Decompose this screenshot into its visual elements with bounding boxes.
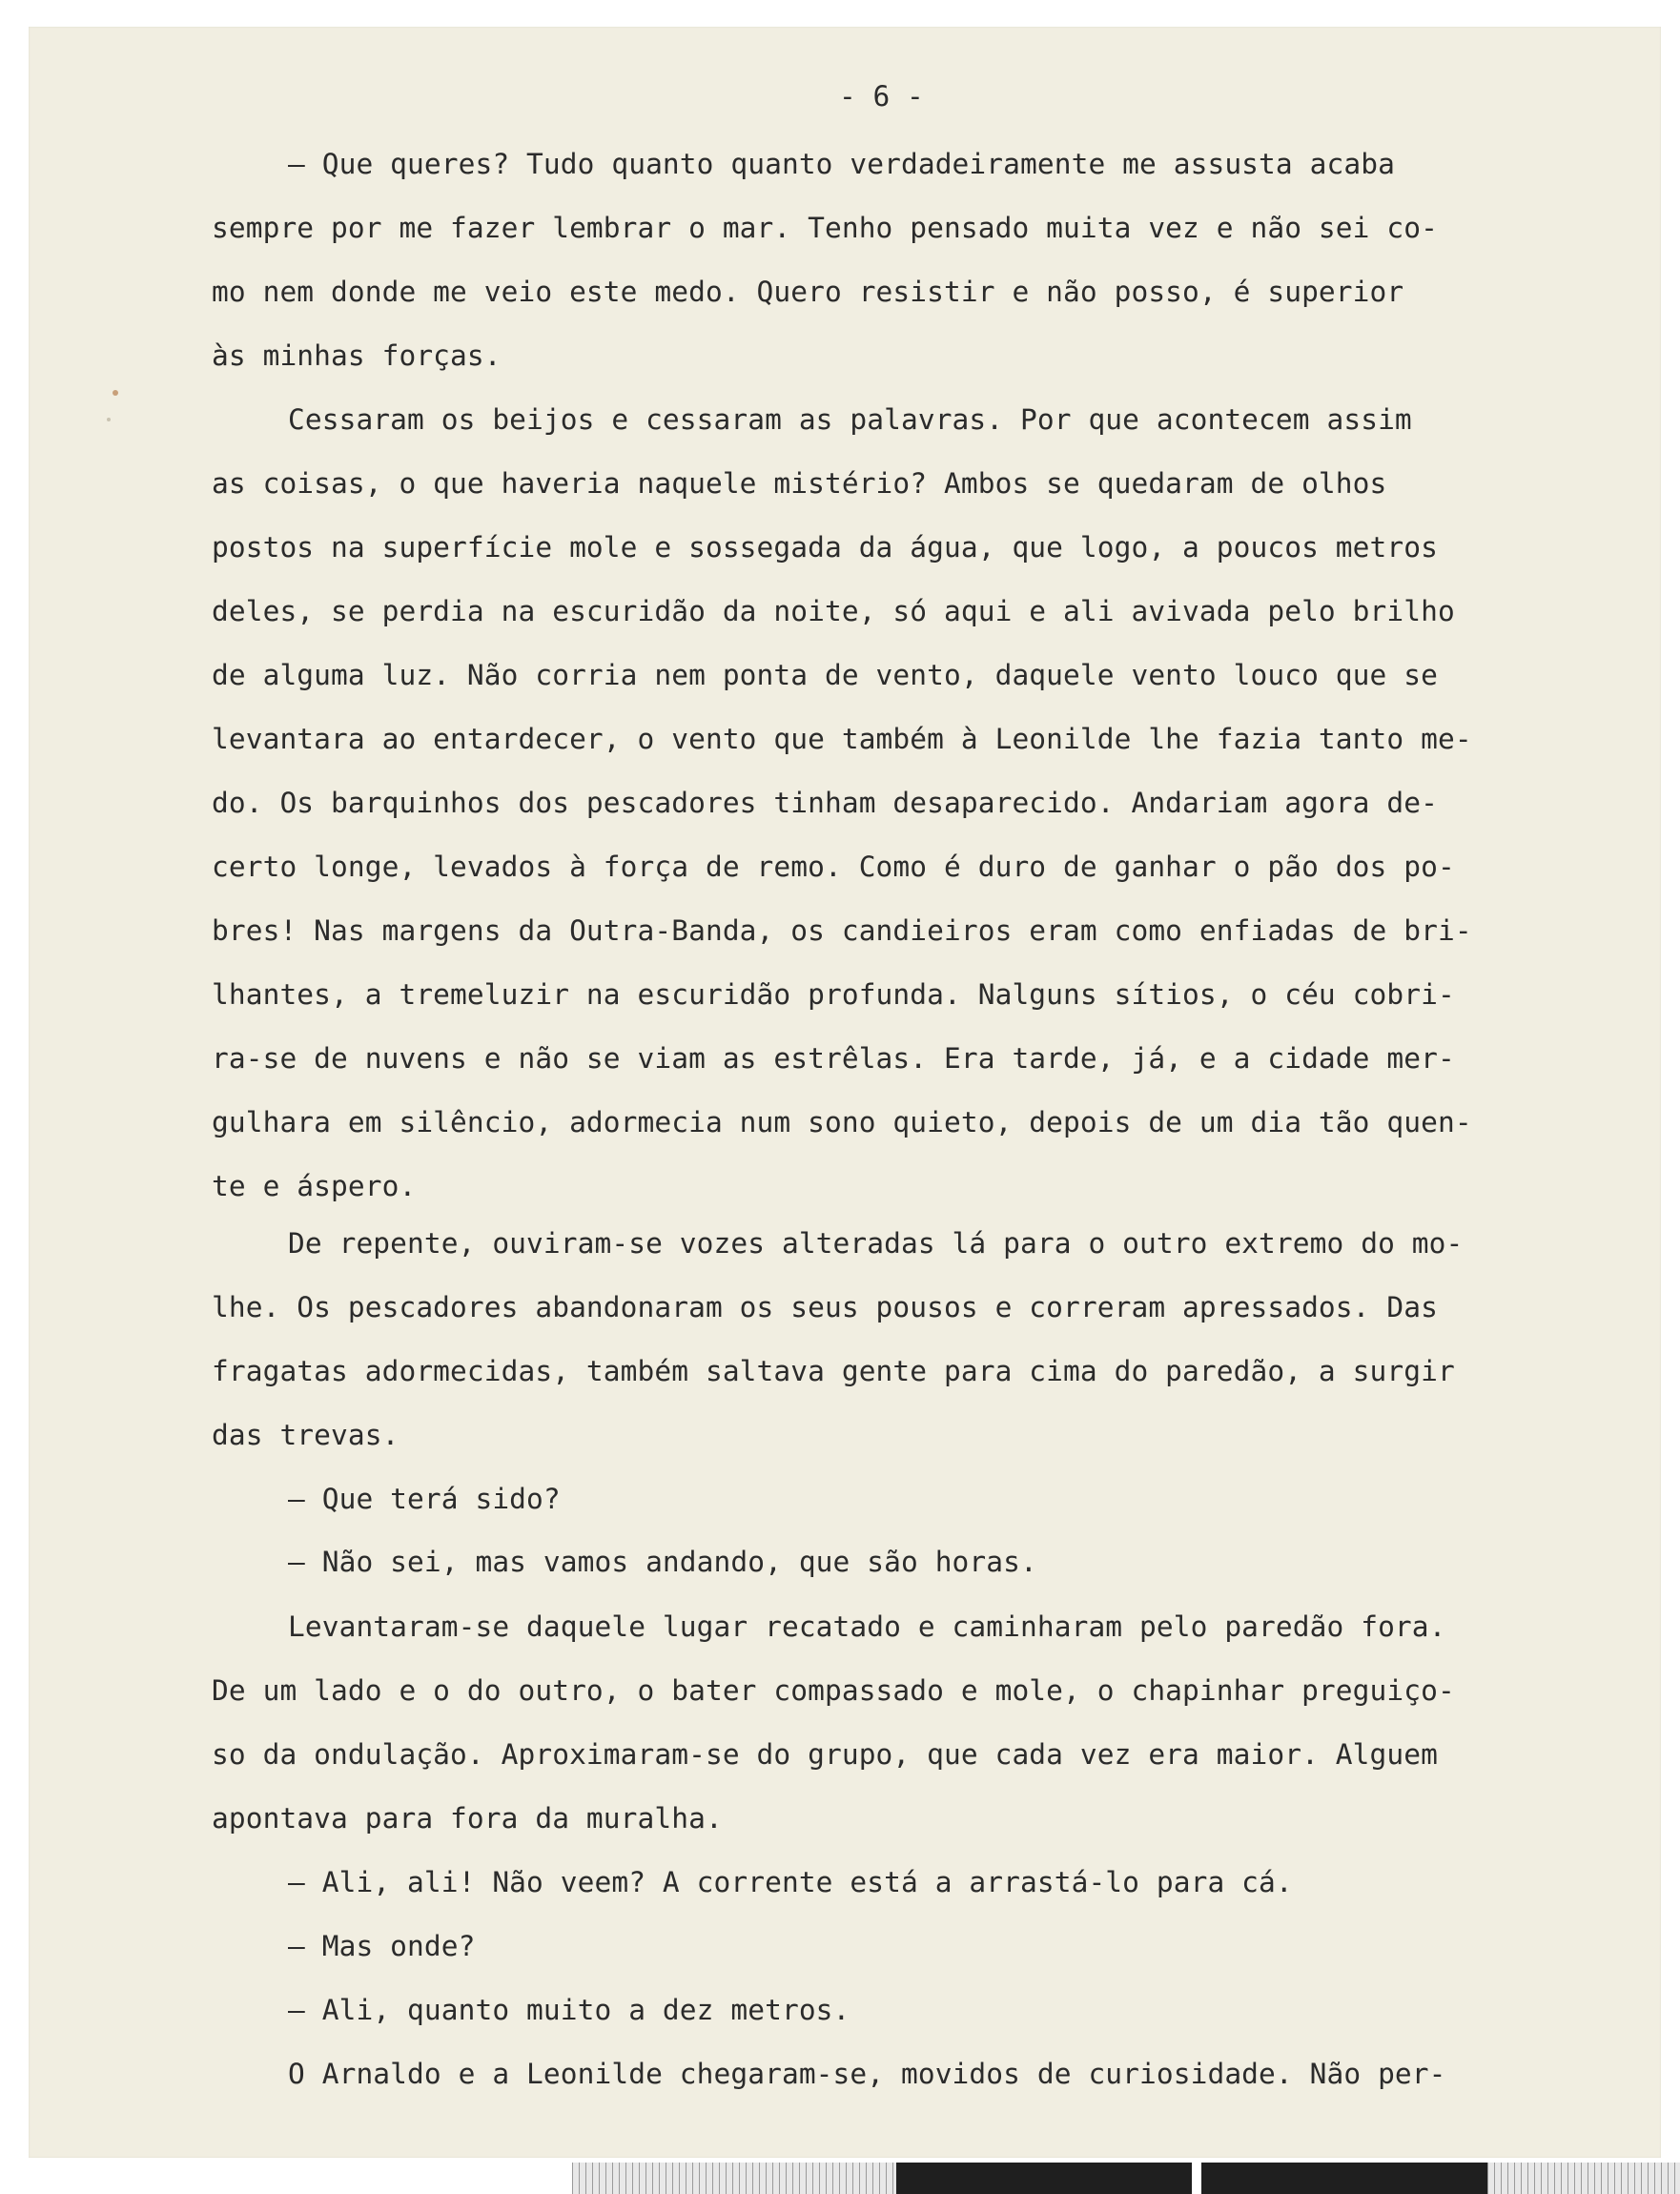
text-line: postos na superfície mole e sossegada da água, que logo, a poucos metros: [212, 531, 1438, 564]
text-line: às minhas forças.: [212, 339, 502, 372]
text-line: ra-se de nuvens e não se viam as estrêlas. Era tarde, já, e a cidade mer-: [212, 1042, 1455, 1075]
text-line: — Que queres? Tudo quanto quanto verdadeiramente me assusta acaba: [288, 148, 1395, 180]
text-line: Levantaram-se daquele lugar recatado e caminharam pelo paredão fora.: [288, 1610, 1446, 1643]
text-line: deles, se perdia na escuridão da noite, só aqui e ali avivada pelo brilho: [212, 595, 1455, 627]
text-line: fragatas adormecidas, também saltava gente para cima do paredão, a surgir: [212, 1355, 1455, 1387]
text-line: do. Os barquinhos dos pescadores tinham desaparecido. Andariam agora de-: [212, 787, 1438, 819]
text-line: O Arnaldo e a Leonilde chegaram-se, movidos de curiosidade. Não per-: [288, 2058, 1446, 2090]
text-line: gulhara em silêncio, adormecia num sono quieto, depois de um dia tão quen-: [212, 1106, 1472, 1138]
text-line: bres! Nas margens da Outra-Banda, os candieiros eram como enfiadas de bri-: [212, 914, 1472, 947]
stain-mark: [107, 418, 111, 421]
text-line: — Não sei, mas vamos andando, que são horas.: [288, 1546, 1037, 1578]
text-line: — Ali, ali! Não veem? A corrente está a arrastá-lo para cá.: [288, 1866, 1293, 1898]
text-line: de alguma luz. Não corria nem ponta de vento, daquele vento louco que se: [212, 659, 1438, 691]
text-line: as coisas, o que haveria naquele mistério? Ambos se quedaram de olhos: [212, 467, 1387, 500]
text-line: — Que terá sido?: [288, 1483, 561, 1515]
text-line: De um lado e o do outro, o bater compassado e mole, o chapinhar preguiço-: [212, 1674, 1455, 1707]
ruler-dark-block: [1201, 2163, 1487, 2194]
text-line: apontava para fora da muralha.: [212, 1802, 723, 1835]
stain-mark: [113, 390, 118, 396]
text-line: — Ali, quanto muito a dez metros.: [288, 1994, 850, 2026]
text-line: De repente, ouviram-se vozes alteradas lá para o outro extremo do mo-: [288, 1227, 1464, 1260]
text-line: Cessaram os beijos e cessaram as palavras. Por que acontecem assim: [288, 403, 1412, 436]
ruler-ticks: [1487, 2163, 1680, 2194]
ruler-gap: [1192, 2163, 1201, 2194]
text-line: das trevas.: [212, 1419, 400, 1451]
ruler-dark-block: [896, 2163, 1192, 2194]
text-line: levantara ao entardecer, o vento que também à Leonilde lhe fazia tanto me-: [212, 723, 1472, 755]
text-line: certo longe, levados à força de remo. Como é duro de ganhar o pão dos po-: [212, 851, 1455, 883]
text-line: te e áspero.: [212, 1170, 417, 1202]
text-line: lhantes, a tremeluzir na escuridão profunda. Nalguns sítios, o céu cobri-: [212, 978, 1455, 1011]
text-line: so da ondulação. Aproximaram-se do grupo, que cada vez era maior. Alguem: [212, 1738, 1438, 1771]
text-line: mo nem donde me veio este medo. Quero resistir e não posso, é superior: [212, 276, 1404, 308]
scale-ruler: [572, 2163, 1680, 2194]
text-line: sempre por me fazer lembrar o mar. Tenho pensado muita vez e não sei co-: [212, 212, 1438, 244]
page-number: - 6 -: [839, 80, 924, 113]
ruler-ticks: [572, 2163, 896, 2194]
text-line: lhe. Os pescadores abandonaram os seus pousos e correram apressados. Das: [212, 1291, 1438, 1323]
text-line: — Mas onde?: [288, 1930, 476, 1962]
